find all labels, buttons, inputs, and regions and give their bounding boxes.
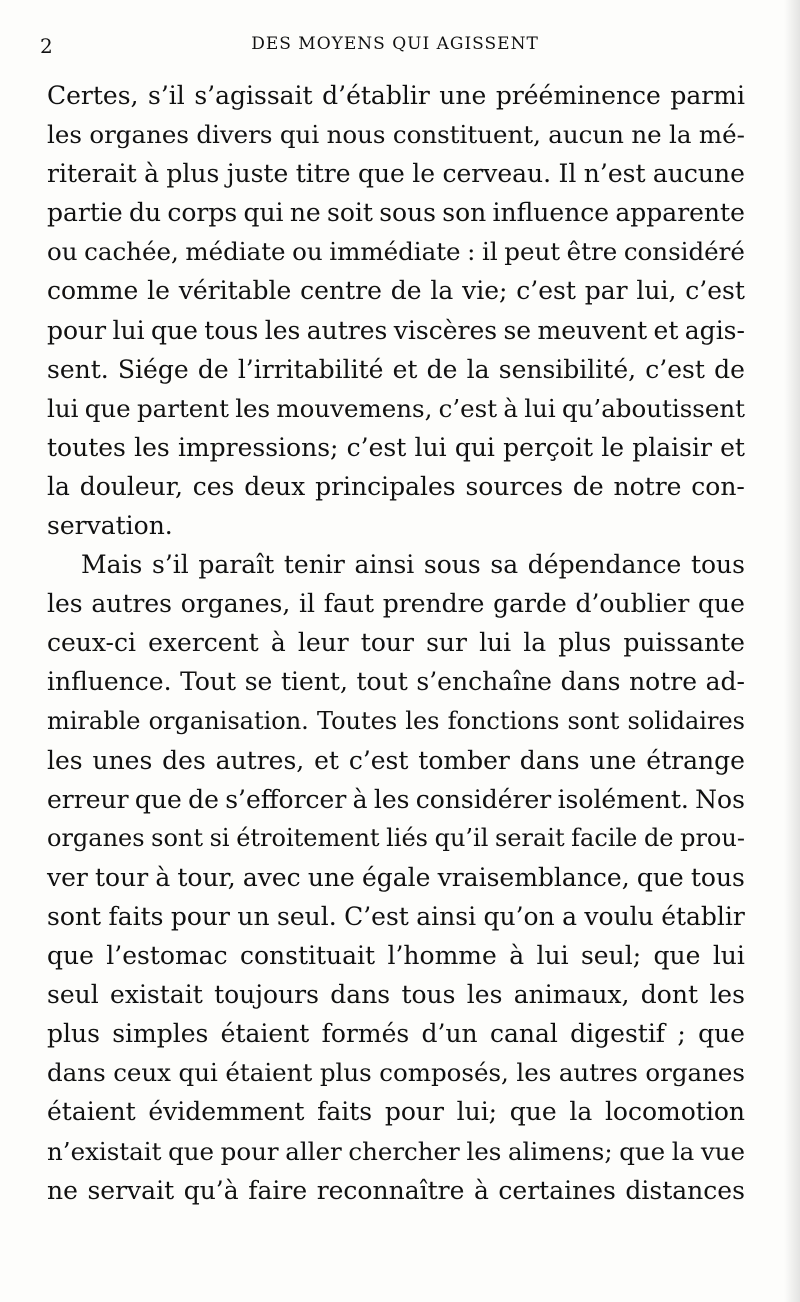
text-line: [47, 1053, 745, 1092]
word: chercher: [348, 1136, 460, 1166]
word: notre: [613, 471, 682, 501]
text-line: [47, 584, 745, 623]
word: à: [144, 159, 159, 189]
word: avec: [242, 862, 301, 892]
word: Nos: [695, 784, 745, 814]
word: étrange: [646, 745, 745, 775]
word: s’efforcer: [225, 784, 347, 814]
word: influence: [492, 198, 610, 228]
word: la: [671, 1136, 695, 1166]
word: paraît: [198, 550, 275, 580]
word: dans: [560, 667, 621, 697]
word: garde: [493, 589, 567, 619]
text-line: [47, 858, 745, 897]
running-title: DES MOYENS QUI AGISSENT: [251, 34, 539, 54]
word: servation.: [47, 511, 173, 541]
word: agis-: [684, 315, 745, 345]
word: et: [314, 745, 339, 775]
word: l’irritabilité: [237, 354, 384, 384]
text-line: [47, 1014, 745, 1053]
word: C’est: [344, 901, 409, 931]
word: alimens;: [507, 1136, 613, 1166]
word: autres: [306, 315, 388, 345]
word: s’il: [151, 550, 189, 580]
word: vue: [700, 1136, 745, 1166]
word: médiate: [185, 237, 286, 267]
word: tous: [204, 315, 259, 345]
word: la: [569, 1097, 593, 1127]
word: se: [503, 315, 532, 345]
word: tout: [356, 667, 408, 697]
word: que: [357, 159, 405, 189]
word: locomotion: [604, 1097, 745, 1127]
word: sa: [490, 550, 519, 580]
word: simples: [112, 1019, 209, 1049]
word: sent.: [47, 354, 109, 384]
word: faits: [317, 1097, 373, 1127]
word: faits: [108, 901, 164, 931]
text-line: [47, 1171, 745, 1210]
word: servait: [87, 1175, 175, 1205]
word: viscères: [393, 315, 498, 345]
word: lui: [524, 393, 556, 423]
word: titre: [295, 159, 351, 189]
word: digestif: [570, 1019, 666, 1049]
word: ;: [677, 1019, 686, 1049]
word: qui: [243, 198, 284, 228]
word: organisation.: [148, 706, 309, 735]
word: ainsi: [354, 550, 415, 580]
word: ver: [47, 862, 88, 892]
text-line: [47, 311, 745, 350]
word: serait: [494, 823, 565, 852]
word: Certes,: [47, 81, 139, 110]
page-edge-shadow: [784, 0, 800, 1302]
word: et: [392, 354, 418, 384]
word: plus: [319, 1058, 372, 1088]
word: seul.: [277, 901, 337, 931]
word: étroitement: [236, 823, 380, 852]
word: sous: [379, 198, 437, 228]
word: divers: [196, 120, 273, 150]
word: tous: [401, 980, 456, 1010]
word: qui: [178, 1058, 218, 1088]
word: mé-: [698, 120, 745, 150]
word: pour: [220, 1136, 279, 1166]
word: du: [128, 198, 162, 228]
word: les: [235, 393, 271, 423]
word: l’homme: [387, 941, 497, 971]
word: qui: [279, 120, 320, 150]
word: sensibilité,: [498, 354, 637, 384]
word: le: [601, 432, 625, 462]
word: établir: [661, 901, 745, 931]
word: soit: [327, 198, 373, 228]
word: autres: [558, 1058, 638, 1088]
word: à: [270, 628, 286, 658]
word: considérer: [415, 784, 552, 814]
word: c’est: [685, 276, 745, 306]
word: dans: [330, 980, 391, 1010]
word: ainsi: [416, 901, 477, 931]
word: que: [150, 315, 198, 345]
word: considéré: [623, 237, 745, 267]
word: le: [412, 159, 436, 189]
word: faut: [323, 589, 375, 619]
text-line: [47, 115, 745, 154]
word: se: [244, 667, 273, 697]
word: à: [473, 1175, 489, 1205]
word: les: [47, 745, 83, 775]
word: influence.: [47, 667, 172, 697]
word: exercent: [148, 628, 259, 658]
word: de: [426, 354, 458, 384]
word: c’est: [348, 745, 409, 775]
word: fonctions: [447, 706, 560, 735]
word: autres: [91, 589, 172, 619]
word: d’établir: [322, 81, 430, 110]
word: les: [47, 589, 83, 619]
word: sont: [47, 901, 102, 931]
text-line: [47, 428, 745, 467]
word: les: [466, 1136, 502, 1166]
word: lui;: [456, 1097, 498, 1127]
word: impressions;: [177, 432, 339, 462]
word: les: [709, 980, 745, 1010]
word: aller: [285, 1136, 342, 1166]
word: peut: [504, 237, 561, 267]
word: que: [134, 784, 182, 814]
word: la: [466, 354, 490, 384]
word: l’estomac: [106, 941, 228, 971]
word: tous: [690, 862, 745, 892]
word: il: [299, 589, 316, 619]
word: que: [636, 862, 684, 892]
word: Mais: [81, 550, 143, 580]
text-line: [47, 545, 745, 584]
word: apparente: [615, 198, 745, 228]
word: dans: [47, 1058, 106, 1088]
word: des: [162, 745, 206, 775]
word: lui: [536, 941, 569, 971]
word: isolément.: [557, 784, 689, 814]
word: partent: [136, 393, 229, 423]
word: ceux-ci: [47, 628, 137, 658]
word: étaient: [220, 1019, 310, 1049]
word: vie;: [462, 276, 508, 306]
word: être: [566, 237, 618, 267]
running-header: [40, 30, 750, 60]
word: dépendance: [527, 550, 682, 580]
word: prééminence: [495, 81, 661, 110]
word: pour: [47, 315, 107, 345]
word: tour,: [177, 862, 236, 892]
word: pour: [384, 1097, 444, 1127]
word: con-: [691, 471, 745, 501]
word: lui: [112, 315, 145, 345]
word: aucune: [652, 159, 745, 189]
word: cachée,: [84, 237, 179, 267]
word: que: [698, 589, 745, 619]
word: lui: [479, 628, 512, 658]
word: facile: [571, 823, 638, 852]
word: la: [669, 120, 692, 150]
word: organes: [89, 120, 189, 150]
word: n’existait: [47, 1136, 162, 1166]
word: comme: [47, 276, 139, 306]
word: plus: [166, 159, 220, 189]
word: unes: [92, 745, 153, 775]
word: parmi: [670, 81, 745, 110]
word: de: [714, 354, 745, 384]
word: une: [439, 81, 487, 110]
word: plus: [47, 1019, 100, 1049]
text-line: [47, 154, 745, 193]
text-line: [47, 819, 745, 858]
word: le: [147, 276, 170, 306]
word: ceux: [113, 1058, 172, 1088]
page-number: 2: [40, 34, 53, 58]
word: dont: [640, 980, 698, 1010]
word: que: [47, 941, 94, 971]
word: ne: [47, 1175, 78, 1205]
word: douleur,: [79, 471, 183, 501]
word: toujours: [214, 980, 319, 1010]
word: voulu: [584, 901, 654, 931]
word: qu’aboutissent: [561, 393, 745, 423]
word: de: [197, 354, 229, 384]
word: constituait: [239, 941, 376, 971]
word: les: [516, 1058, 552, 1088]
word: pour: [170, 901, 230, 931]
word: les: [405, 706, 440, 735]
word: tous: [690, 550, 745, 580]
word: c’est: [438, 393, 498, 423]
word: partie: [47, 198, 123, 228]
word: de: [188, 784, 219, 814]
word: nous: [326, 120, 386, 150]
word: constituent,: [392, 120, 541, 150]
word: ad-: [705, 667, 745, 697]
word: à: [352, 784, 368, 814]
word: les: [134, 432, 170, 462]
word: sources: [465, 471, 564, 501]
word: ne: [631, 120, 662, 150]
word: organes,: [180, 589, 291, 619]
word: certaines: [498, 1175, 616, 1205]
word: la: [430, 276, 454, 306]
text-line: [47, 780, 745, 819]
text-line: [47, 936, 745, 975]
word: animaux,: [513, 980, 630, 1010]
text-line: [47, 389, 745, 428]
word: il: [482, 237, 498, 267]
word: deux: [244, 471, 306, 501]
text-line: [47, 193, 745, 232]
text-line: [47, 741, 745, 780]
word: étaient: [225, 1058, 313, 1088]
word: les: [373, 784, 410, 814]
word: ou: [47, 237, 78, 267]
word: lui: [47, 393, 79, 423]
word: Toutes: [316, 706, 398, 735]
word: à: [155, 862, 171, 892]
word: lui: [414, 432, 447, 462]
word: les: [466, 980, 503, 1010]
word: d’oublier: [575, 589, 690, 619]
word: c’est: [516, 276, 576, 306]
word: c’est: [645, 354, 705, 384]
word: a: [562, 901, 577, 931]
word: les: [47, 120, 82, 150]
word: que: [698, 1019, 745, 1049]
word: perçoit: [503, 432, 593, 462]
word: Il: [558, 159, 577, 189]
word: tour: [360, 628, 414, 658]
word: solidaires: [627, 706, 745, 735]
word: principales: [315, 471, 456, 501]
text-line: [47, 975, 745, 1014]
word: si: [209, 823, 230, 852]
word: composés,: [379, 1058, 509, 1088]
word: de: [572, 471, 604, 501]
word: et: [653, 315, 679, 345]
text-line: [47, 1092, 745, 1131]
word: égale: [361, 862, 431, 892]
text-line: [47, 897, 745, 936]
word: sur: [426, 628, 467, 658]
word: la: [47, 471, 70, 501]
word: organes: [47, 823, 145, 852]
word: plus: [558, 628, 612, 658]
word: prou-: [680, 823, 745, 852]
text-line: [47, 506, 745, 545]
word: mirable: [47, 706, 141, 735]
text-line: [47, 467, 745, 506]
word: faire: [248, 1175, 308, 1205]
word: sont: [567, 706, 620, 735]
word: toutes: [47, 432, 126, 462]
word: qu’on: [483, 901, 555, 931]
word: une: [307, 862, 355, 892]
word: lui,: [636, 276, 677, 306]
word: à: [509, 941, 525, 971]
word: seul;: [580, 941, 642, 971]
word: évidemment: [148, 1097, 305, 1127]
word: de: [390, 276, 422, 306]
word: dans: [519, 745, 580, 775]
word: formés: [321, 1019, 410, 1049]
word: juste: [226, 159, 289, 189]
word: s’il: [148, 81, 185, 110]
word: existait: [110, 980, 203, 1010]
word: et: [720, 432, 745, 462]
word: ou: [292, 237, 323, 267]
word: leur: [297, 628, 349, 658]
word: :: [467, 237, 476, 267]
word: un: [237, 901, 270, 931]
word: n’est: [583, 159, 646, 189]
text-line: [47, 271, 745, 310]
word: qui: [454, 432, 495, 462]
word: ces: [192, 471, 235, 501]
word: Siége: [117, 354, 189, 384]
word: que: [84, 393, 131, 423]
word: plaisir: [632, 432, 712, 462]
body-text: [47, 76, 745, 1210]
word: la: [523, 628, 547, 658]
text-line: [47, 232, 745, 271]
word: étaient: [47, 1097, 136, 1127]
text-line: [47, 76, 745, 115]
text-line: [47, 702, 745, 741]
word: son: [442, 198, 487, 228]
word: c’est: [346, 432, 407, 462]
word: distances: [625, 1175, 745, 1205]
text-line: [47, 350, 745, 389]
word: sous: [423, 550, 481, 580]
word: mouvemens,: [276, 393, 433, 423]
word: liés: [386, 823, 428, 852]
text-line: [47, 623, 745, 662]
word: reconnaître: [316, 1175, 465, 1205]
word: par: [584, 276, 628, 306]
word: une: [589, 745, 637, 775]
word: cerveau.: [442, 159, 552, 189]
word: que: [168, 1136, 215, 1166]
word: riterait: [47, 159, 137, 189]
word: sont: [151, 823, 204, 852]
word: centre: [300, 276, 382, 306]
word: tour: [95, 862, 149, 892]
word: canal: [489, 1019, 558, 1049]
text-line: [47, 1132, 745, 1171]
word: de: [643, 823, 674, 852]
word: qu’à: [183, 1175, 239, 1205]
word: tomber: [418, 745, 510, 775]
word: corps: [167, 198, 238, 228]
word: notre: [629, 667, 698, 697]
word: s’enchaîne: [416, 667, 552, 697]
word: qu’il: [434, 823, 489, 852]
word: tient,: [280, 667, 348, 697]
word: seul: [47, 980, 99, 1010]
word: les: [264, 315, 301, 345]
word: d’un: [421, 1019, 478, 1049]
word: organes: [645, 1058, 745, 1088]
word: ne: [289, 198, 321, 228]
word: à: [503, 393, 518, 423]
word: que: [509, 1097, 557, 1127]
word: que: [653, 941, 701, 971]
text-line: [47, 662, 745, 701]
word: lui: [712, 941, 745, 971]
word: erreur: [47, 784, 129, 814]
word: vraisemblance,: [437, 862, 630, 892]
word: aucun: [548, 120, 624, 150]
word: autres,: [215, 745, 305, 775]
word: meuvent: [537, 315, 648, 345]
word: Tout: [180, 667, 237, 697]
word: tenir: [283, 550, 345, 580]
word: puissante: [623, 628, 745, 658]
word: s’agissait: [194, 81, 313, 110]
word: immédiate: [329, 237, 461, 267]
word: véritable: [178, 276, 292, 306]
word: que: [619, 1136, 666, 1166]
word: prendre: [382, 589, 485, 619]
